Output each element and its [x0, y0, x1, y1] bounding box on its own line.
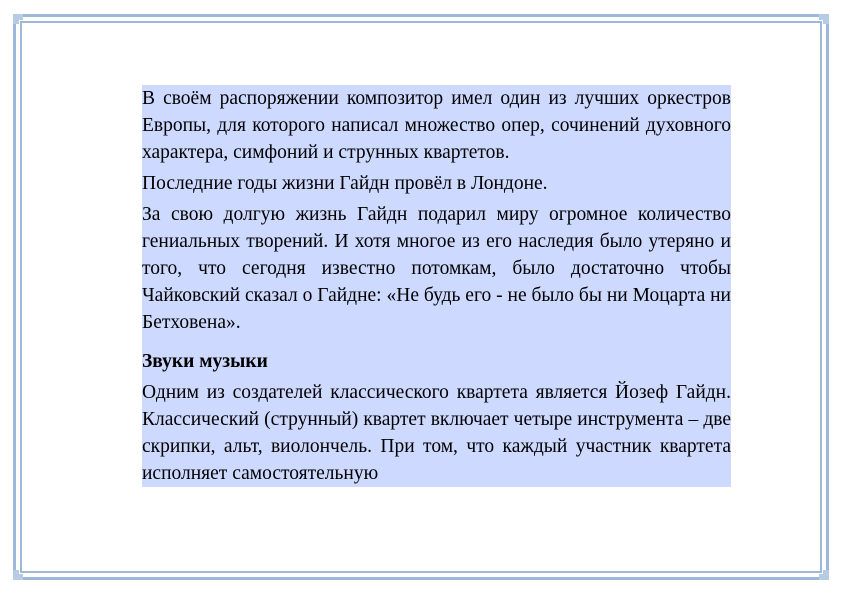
paragraph-text: За свою долгую жизнь Гайдн подарил миру огромное количество гениальных творений. И хотя многое из его наследия было утеряно и того, что сегодня известно потомкам, было достаточно чтобы Чайковский сказал о Гайдне: «Не будь его - не было бы ни Моцарта ни Бетховена». — [142, 204, 731, 333]
section-heading — [142, 348, 731, 379]
frame-corner — [819, 570, 829, 580]
paragraph-text: В своём распоряжении композитор имел один из лучших оркестров Европы, для которого написал множество опер, сочинений духовного характера, симфоний и струнных квартетов. — [142, 88, 731, 163]
paragraph-text: Одним из создателей классического квартета является Йозеф Гайдн. Классический (струнный) квартет включает четыре инструмента – две скрипки, альт, виолончель. При том, что каждый участник квартета исполняет самостоятельную — [142, 382, 731, 484]
slide-content — [142, 85, 731, 487]
paragraph-legacy — [142, 201, 731, 348]
paragraph-london — [142, 170, 731, 201]
frame-corner — [13, 14, 23, 24]
frame-corner — [13, 570, 23, 580]
paragraph-orchestra — [142, 85, 731, 170]
paragraph-text: Последние годы жизни Гайдн провёл в Лондоне. — [142, 173, 548, 194]
heading-text: Звуки музыки — [142, 351, 268, 372]
paragraph-quartet — [142, 379, 731, 487]
frame-corner — [819, 14, 829, 24]
